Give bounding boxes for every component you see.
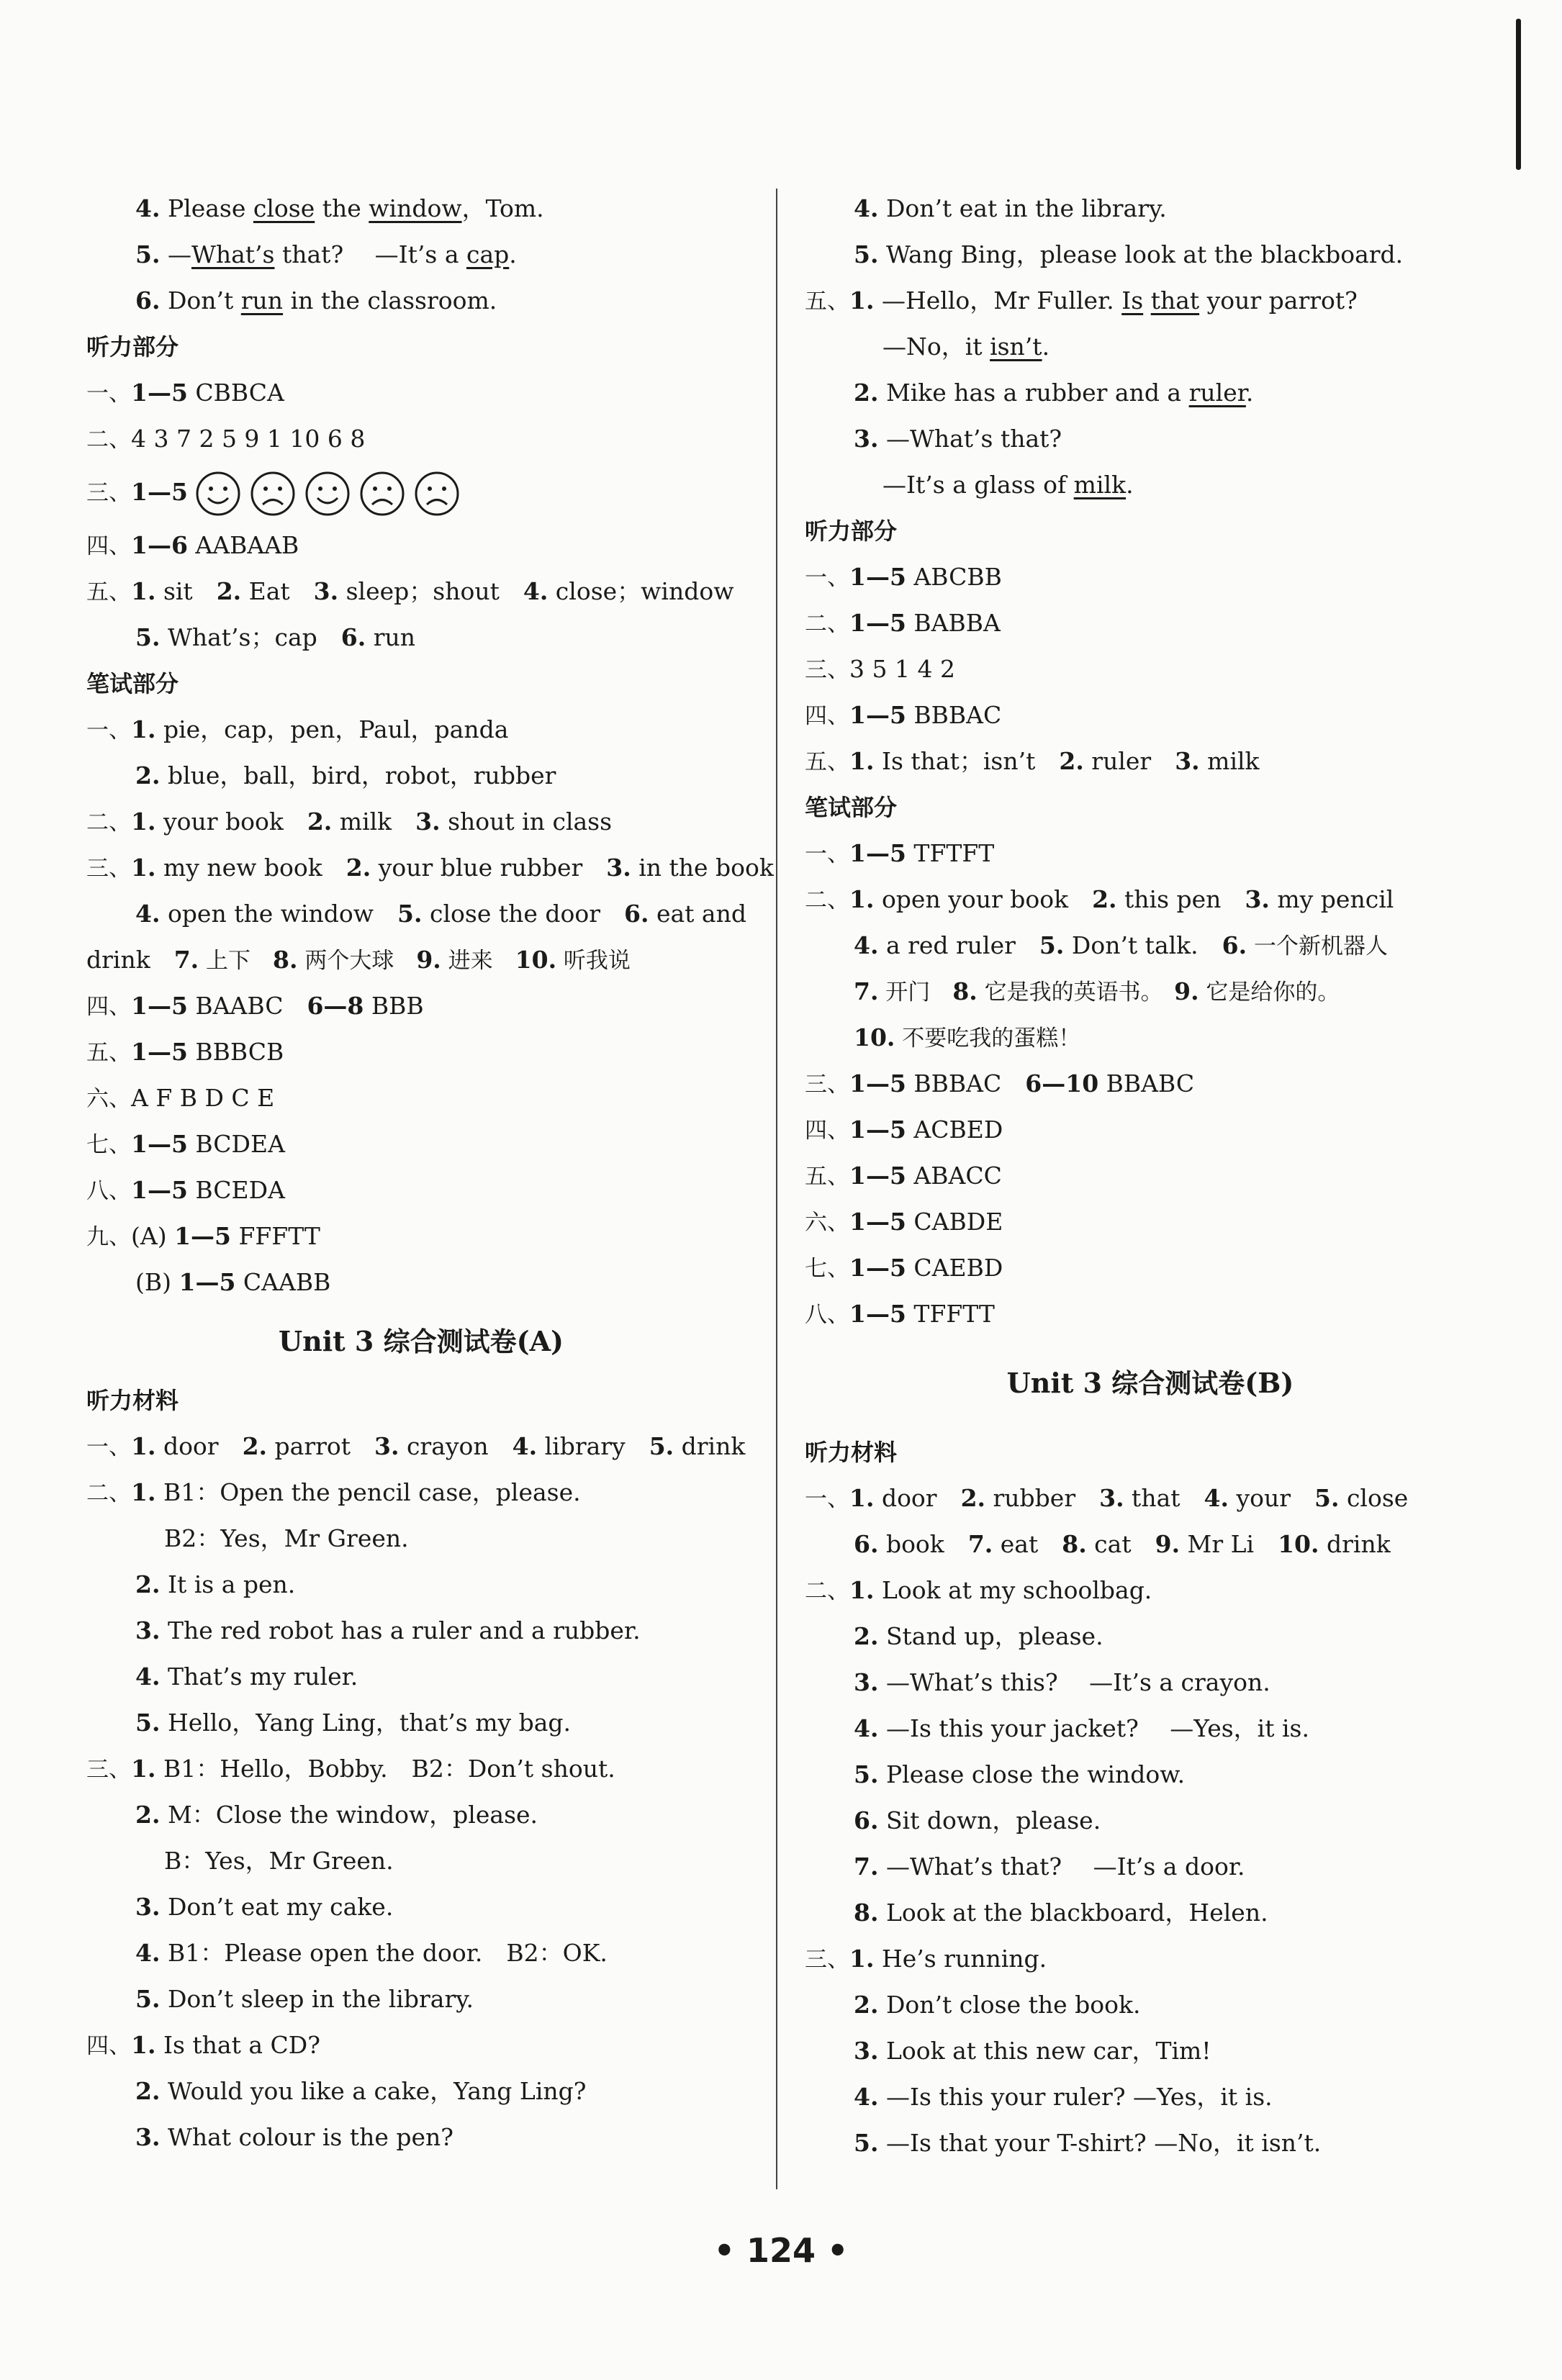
answer-line: 8. Look at the blackboard，Helen. bbox=[854, 1899, 1268, 1927]
answer-line: 2. Would you like a cake，Yang Ling? bbox=[135, 2077, 587, 2105]
answer-line: 2. Don’t close the book. bbox=[854, 1991, 1141, 2019]
answer-line: 4. That’s my ruler. bbox=[135, 1662, 358, 1691]
answer-line: 六、A F B D C E bbox=[86, 1084, 275, 1112]
answer-line: 4. a red ruler 5. Don’t talk. 6. 一个新机器人 bbox=[854, 931, 1388, 959]
answer-line: 七、1—5 BCDEA bbox=[86, 1130, 285, 1158]
answer-line: 二、1. open your book 2. this pen 3. my pencil bbox=[805, 885, 1394, 913]
answer-line: 一、1. door 2. parrot 3. crayon 4. library 5. drink bbox=[86, 1432, 746, 1460]
answer-line: 九、(A) 1—5 FFFTT bbox=[86, 1222, 320, 1250]
answer-line: 五、1—5 BBBCB bbox=[86, 1038, 284, 1066]
page-number: • 124 • bbox=[713, 2231, 849, 2270]
answer-line: 4. Don’t eat in the library. bbox=[854, 194, 1167, 222]
answer-line: 2. It is a pen. bbox=[135, 1570, 296, 1598]
faces-row bbox=[195, 478, 469, 506]
answer-line: 7. —What’s that? —It’s a door. bbox=[854, 1852, 1245, 1881]
answer-line: 10. 不要吃我的蛋糕！ bbox=[854, 1023, 1081, 1051]
answer-line: 2. M：Close the window，please. bbox=[135, 1801, 538, 1829]
answer-line: 八、1—5 BCEDA bbox=[86, 1176, 285, 1204]
answer-line: 一、1. pie，cap，pen，Paul，panda bbox=[86, 715, 509, 743]
answer-line: 五、1—5 ABACC bbox=[805, 1162, 1002, 1190]
answer-line: 5. Hello，Yang Ling，that’s my bag. bbox=[135, 1709, 572, 1737]
scan-edge-mark bbox=[1516, 19, 1521, 170]
answer-line: 三、1. B1：Hello，Bobby. B2：Don’t shout. bbox=[86, 1755, 615, 1783]
answer-line: 3. —What’s that? bbox=[854, 425, 1062, 453]
answer-line: 3. Don’t eat my cake. bbox=[135, 1893, 394, 1921]
answer-line: 二、1. Look at my schoolbag. bbox=[805, 1576, 1152, 1604]
section-heading: 笔试部分 bbox=[86, 670, 179, 697]
smile-face-icon bbox=[304, 471, 351, 517]
answer-line: 七、1—5 CAEBD bbox=[805, 1254, 1003, 1282]
answer-line: 5. What’s；cap 6. run bbox=[135, 623, 415, 651]
answer-line: 八、1—5 TFFTT bbox=[805, 1300, 995, 1328]
answer-line: 3. Look at this new car，Tim! bbox=[854, 2037, 1211, 2065]
answer-line: 2. Stand up，please. bbox=[854, 1622, 1103, 1650]
answer-line: 3. The red robot has a ruler and a rubber. bbox=[135, 1616, 641, 1644]
right-column bbox=[805, 186, 1496, 2166]
answer-line: B：Yes，Mr Green. bbox=[164, 1847, 394, 1875]
frown-face-icon bbox=[250, 471, 296, 517]
answer-line: 5. Don’t sleep in the library. bbox=[135, 1985, 474, 2013]
answer-line: 二、1. your book 2. milk 3. shout in class bbox=[86, 807, 613, 836]
answer-line: 五、1. —Hello，Mr Fuller. Is that your parrot? bbox=[805, 286, 1358, 315]
answer-line: 一、1—5 ABCBB bbox=[805, 563, 1002, 591]
answer-line: 2. Mike has a rubber and a ruler. bbox=[854, 379, 1254, 407]
answer-line: 7. 开门 8. 它是我的英语书。 9. 它是给你的。 bbox=[854, 977, 1340, 1005]
answer-line: 二、4 3 7 2 5 9 1 10 6 8 bbox=[86, 425, 366, 453]
column-divider bbox=[776, 189, 777, 2189]
answer-line: 三、1. my new book 2. your blue rubber 3. in the book bbox=[86, 854, 774, 882]
answer-line: 6. Sit down，please. bbox=[854, 1806, 1101, 1834]
answer-line: B2：Yes，Mr Green. bbox=[164, 1524, 409, 1552]
answer-line: 五、1. sit 2. Eat 3. sleep；shout 4. close；window bbox=[86, 577, 734, 605]
answer-line: 5. —What’s that? —It’s a cap. bbox=[135, 240, 517, 268]
answer-line: 三、1—5 BBBAC 6—10 BBABC bbox=[805, 1069, 1195, 1098]
answer-line: 一、1—5 CBBCA bbox=[86, 379, 284, 407]
answer-line: 4. open the window 5. close the door 6. eat and bbox=[135, 900, 746, 928]
section-heading: 听力部分 bbox=[86, 333, 179, 361]
answer-line: 5. Please close the window. bbox=[854, 1760, 1186, 1788]
smile-face-icon bbox=[195, 471, 241, 517]
answer-line: 6. Don’t run in the classroom. bbox=[135, 286, 497, 315]
answer-line: 3. What colour is the pen? bbox=[135, 2123, 453, 2151]
answer-line: 四、1—6 AABAAB bbox=[86, 531, 299, 559]
section-title: Unit 3 综合测试卷(B) bbox=[1006, 1367, 1294, 1399]
answer-line: 六、1—5 CABDE bbox=[805, 1208, 1003, 1236]
left-column bbox=[86, 186, 774, 2160]
answer-line: 4. —Is this your jacket? —Yes，it is. bbox=[854, 1714, 1309, 1742]
answer-line: (B) 1—5 CAABB bbox=[135, 1268, 331, 1296]
answer-line: —No，it isn’t. bbox=[882, 332, 1050, 361]
answer-line: 2. blue，ball，bird，robot，rubber bbox=[135, 761, 556, 789]
answer-line: 四、1—5 BAABC 6—8 BBB bbox=[86, 992, 424, 1020]
answer-line: 二、1. B1：Open the pencil case，please. bbox=[86, 1478, 581, 1506]
section-heading: 听力部分 bbox=[805, 517, 898, 545]
answer-line: 5. Wang Bing，please look at the blackboard. bbox=[854, 240, 1404, 268]
answer-line: —It’s a glass of milk. bbox=[882, 471, 1134, 499]
answer-line: 三、1. He’s running. bbox=[805, 1945, 1047, 1973]
frown-face-icon bbox=[414, 471, 460, 517]
answer-line: 4. B1：Please open the door. B2：OK. bbox=[135, 1939, 608, 1967]
section-heading: 笔试部分 bbox=[805, 794, 898, 821]
faces-line: 三、1—5 bbox=[86, 462, 756, 522]
answer-line: 一、1—5 TFTFT bbox=[805, 839, 995, 867]
answer-line: 四、1—5 BBBAC bbox=[805, 701, 1002, 729]
answer-line: 4. Please close the window，Tom. bbox=[135, 194, 544, 222]
answer-line: drink 7. 上下 8. 两个大球 9. 进来 10. 听我说 bbox=[86, 946, 631, 974]
answer-line: 五、1. Is that；isn’t 2. ruler 3. milk bbox=[805, 747, 1260, 775]
section-heading: 听力材料 bbox=[805, 1439, 898, 1466]
answer-line: 二、1—5 BABBA bbox=[805, 609, 1001, 637]
section-heading: 听力材料 bbox=[86, 1387, 179, 1414]
answer-line: 四、1—5 ACBED bbox=[805, 1116, 1003, 1144]
answer-line: 3. —What’s this? —It’s a crayon. bbox=[854, 1668, 1270, 1696]
answer-line: 6. book 7. eat 8. cat 9. Mr Li 10. drink bbox=[854, 1530, 1391, 1558]
answer-line: 5. —Is that your T-shirt? —No，it isn’t. bbox=[854, 2129, 1322, 2157]
answer-line: 四、1. Is that a CD? bbox=[86, 2031, 320, 2059]
section-title: Unit 3 综合测试卷(A) bbox=[278, 1325, 564, 1357]
frown-face-icon bbox=[359, 471, 405, 517]
answer-line: 一、1. door 2. rubber 3. that 4. your 5. close bbox=[805, 1484, 1409, 1512]
answer-line: 4. —Is this your ruler? —Yes，it is. bbox=[854, 2083, 1273, 2111]
answer-line: 三、3 5 1 4 2 bbox=[805, 655, 955, 683]
